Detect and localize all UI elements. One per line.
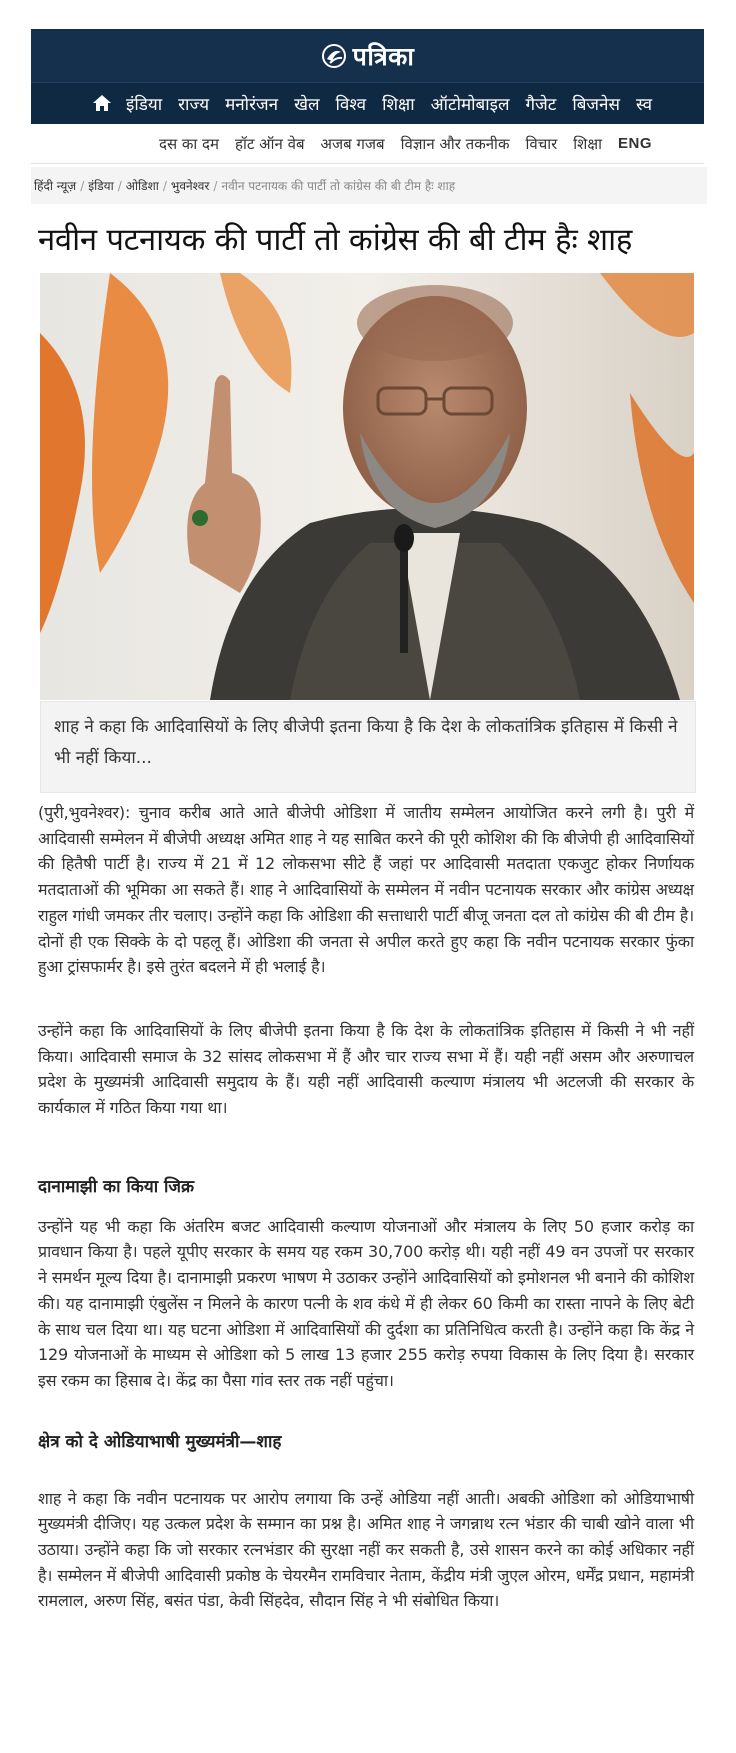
subnav-item-das-ka-dam[interactable]: दस का दम bbox=[159, 134, 219, 153]
nav-item-states[interactable]: राज्य bbox=[178, 95, 210, 115]
subheading-odia-cm: क्षेत्र को दे ओडियाभाषी मुख्यमंत्री—शाह bbox=[38, 1431, 282, 1452]
subheading-danamajhi: दानामाझी का किया जिक्र bbox=[38, 1176, 195, 1197]
nav-item-automobile[interactable]: ऑटोमोबाइल bbox=[430, 95, 510, 115]
breadcrumb-separator: / bbox=[117, 178, 122, 193]
nav-item-gadget[interactable]: गैजेट bbox=[525, 95, 557, 115]
article-paragraph-4: शाह ने कहा कि नवीन पटनायक पर आरोप लगाया कि उन्हें ओडिया नहीं आती। अबकी ओडिशा को ओडियाभाषी मुख्यमंत्री दीजिए। यह उत्कल प्रदेश के सम्मान का प्रश्न है। अमित शाह ने जगन्नाथ रत्न भंडार की चाबी खोने वाला भी उठाया। उन्होंने कहा कि जो सरकार रत्नभंडार की सुरक्षा नहीं कर सकती है, उसे शासन करने का कोई अधिकार नहीं है। सम्मेलन में बीजेपी आदिवासी प्रकोष्ठ के चेयरमैन रामविचार नेताम, केंद्रीय मंत्री जुएल ओरम, धर्मेंद्र प्रधान, महामंत्री रामलाल, अरुण सिंह, बसंत पंडा, केवी सिंहदेव, सौदान सिंह ने भी संबोधित किया। bbox=[38, 1488, 694, 1611]
breadcrumb-item-india[interactable]: इंडिया bbox=[88, 179, 114, 193]
nav-item-sports[interactable]: खेल bbox=[294, 95, 320, 115]
breadcrumb-item-current: नवीन पटनायक की पार्टी तो कांग्रेस की बी टीम हैः शाह bbox=[221, 179, 456, 193]
breadcrumb-separator: / bbox=[162, 178, 167, 193]
logo-text: पत्रिका bbox=[352, 41, 415, 71]
breadcrumb-separator: / bbox=[80, 178, 85, 193]
subnav-item-science-tech[interactable]: विज्ञान और तकनीक bbox=[400, 134, 510, 153]
breadcrumb-item-odisha[interactable]: ओडिशा bbox=[125, 179, 159, 193]
site-logo[interactable] bbox=[321, 39, 415, 73]
nav-item-world[interactable]: विश्व bbox=[335, 95, 367, 115]
article-paragraph-3: उन्होंने यह भी कहा कि अंतरिम बजट आदिवासी कल्याण योजनाओं और मंत्रालय के लिए 50 हजार करोड़ का प्रावधान किया है। पहले यूपीए सरकार के समय यह रकम 30,700 करोड़ थी। यही नहीं 49 वन उपजों पर सरकार ने समर्थन मूल्य दिया है। दानामाझी प्रकरण भाषण मे उठाकर उन्होंने आदिवासियों को इमोशनल भी बनाने की कोशिश की। यह दानामाझी एंबुलेंस न मिलने के कारण पत्नी के शव कंधे में ही लेकर 60 किमी का रास्ता नापने के लिए बेटी के साथ चल दिया था। यह घटना ओडिशा में आदिवासियों की दुर्दशा का प्रतिनिधित्व करती है। उन्होंने कहा कि केंद्र ने 129 योजनाओं के माध्यम से ओडिशा को 5 लाख 13 हजार 255 करोड़ रुपया विकास के लिए दिया है। सरकार इस रकम का हिसाब दे। केंद्र का पैसा गांव स्तर तक नहीं पहुंचा। bbox=[38, 1216, 694, 1390]
breadcrumb-item-hindi-news[interactable]: हिंदी न्यूज़ bbox=[34, 179, 77, 193]
page-title: नवीन पटनायक की पार्टी तो कांग्रेस की बी टीम हैः शाह bbox=[38, 222, 633, 258]
patrika-logo-icon bbox=[321, 43, 347, 69]
sub-nav bbox=[31, 124, 704, 164]
nav-item-business[interactable]: बिजनेस bbox=[572, 95, 620, 115]
article-body bbox=[38, 800, 694, 1614]
nav-item-education[interactable]: शिक्षा bbox=[382, 95, 415, 115]
breadcrumb-item-bhubaneswar[interactable]: भुवनेश्वर bbox=[170, 179, 210, 193]
breadcrumb-separator: / bbox=[213, 178, 218, 193]
hero-photo bbox=[40, 273, 694, 700]
subnav-item-hot-on-web[interactable]: हॉट ऑन वेब bbox=[234, 134, 305, 153]
subnav-item-opinion[interactable]: विचार bbox=[525, 134, 558, 153]
subnav-item-ajab-gajab[interactable]: अजब गजब bbox=[320, 134, 385, 153]
main-nav bbox=[31, 82, 704, 124]
image-caption: शाह ने कहा कि आदिवासियों के लिए बीजेपी इतना किया है कि देश के लोकतांत्रिक इतिहास में किसी ने भी नहीं किया... bbox=[40, 701, 696, 793]
subnav-item-education[interactable]: शिक्षा bbox=[573, 134, 602, 153]
article-paragraph-2: उन्होंने कहा कि आदिवासियों के लिए बीजेपी इतना किया है कि देश के लोकतांत्रिक इतिहास में किसी ने भी नहीं किया। आदिवासी समाज के 32 सांसद लोकसभा में हैं और चार राज्य सभा में हैं। यही नहीं असम और अरुणाचल प्रदेश के मुख्यमंत्री आदिवासी समुदाय के हैं। यही नहीं आदिवासी कल्याण मंत्रालय भी अटलजी की सरकार के कार्यकाल में गठित किया गया था। bbox=[38, 1020, 694, 1118]
subnav-item-english[interactable]: ENG bbox=[617, 135, 652, 152]
home-icon[interactable] bbox=[91, 92, 113, 114]
nav-item-entertainment[interactable]: मनोरंजन bbox=[225, 95, 279, 115]
article-hero-image bbox=[40, 273, 694, 700]
brand-bar bbox=[31, 29, 704, 82]
breadcrumb bbox=[31, 167, 707, 204]
nav-item-india[interactable]: इंडिया bbox=[126, 95, 163, 115]
nav-item-health[interactable]: स्व bbox=[635, 95, 653, 115]
article-paragraph-1: (पुरी,भुवनेश्वर): चुनाव करीब आते आते बीजेपी ओडिशा में जातीय सम्मेलन आयोजित करने लगी है। पुरी में आदिवासी सम्मेलन में बीजेपी अध्यक्ष अमित शाह ने यह साबित करने की पूरी कोशिश की कि बीजेपी ही आदिवासियों की हितैषी पार्टी है। राज्य में 21 में 12 लोकसभा सीटे हैं जहां पर आदिवासी मतदाता एकजुट होकर निर्णायक मतदाताओं की भूमिका आ सकते हैं। शाह ने आदिवासियों के सम्मेलन में नवीन पटनायक सरकार और कांग्रेस अध्यक्ष राहुल गांधी जमकर तीर चलाए। उन्होंने कहा कि ओडिशा की सत्ताधारी पार्टी बीजू जनता दल तो कांग्रेस की बी टीम है। दोनों ही एक सिक्के के दो पहलू हैं। ओडिशा की जनता से अपील करते हुए कहा कि नवीन पटनायक सरकार फुंका हुआ ट्रांसफार्मर है। इसे तुरंत बदलने में ही भलाई है। bbox=[38, 803, 694, 977]
